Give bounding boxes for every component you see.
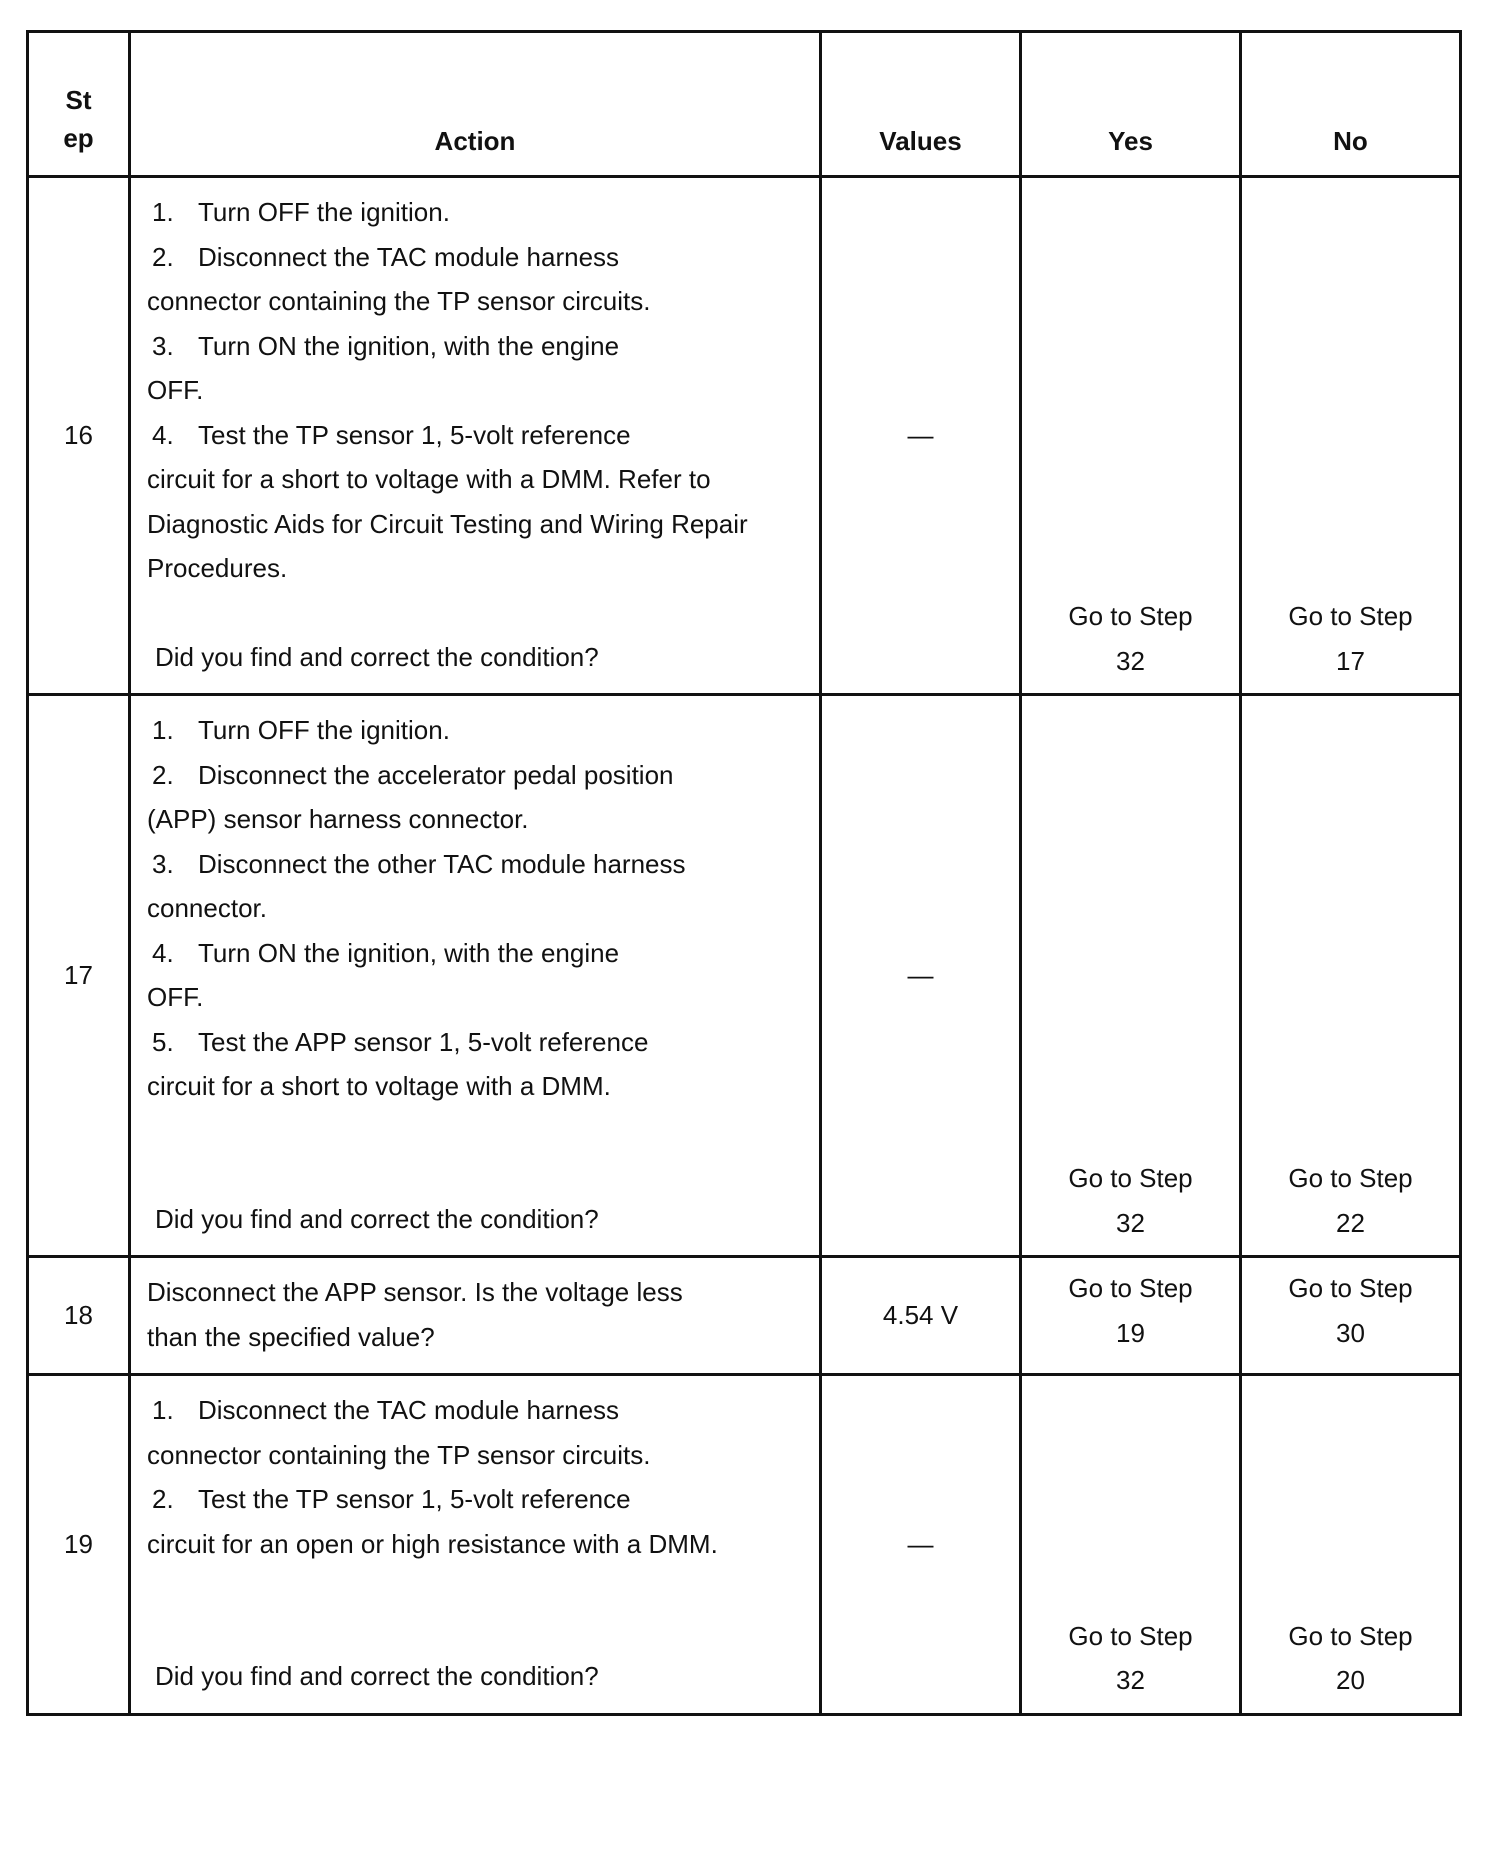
action-text: circuit for a short to voltage with a DMM. Refer to [147, 464, 711, 494]
item-number: 4. [152, 419, 174, 450]
action-cell [130, 1375, 821, 1715]
goto-step: 20 [1336, 1665, 1365, 1695]
no-cell [1241, 1257, 1461, 1375]
goto-label: Go to Step [1288, 601, 1413, 631]
action-cell [130, 177, 821, 695]
goto-label: Go to Step [1288, 1163, 1413, 1193]
step-number: 17 [28, 695, 130, 1257]
action-text: circuit for a short to voltage with a DMM. [147, 1071, 611, 1101]
action-text: Diagnostic Aids for Circuit Testing and Wiring Repair [147, 508, 748, 539]
action-line [147, 1064, 805, 1109]
yes-cell [1021, 695, 1241, 1257]
goto-label: Go to Step [1068, 1620, 1193, 1651]
item-number: 3. [152, 848, 174, 879]
action-line [147, 1270, 805, 1315]
no-cell [1241, 177, 1461, 695]
table-row [28, 1375, 1461, 1715]
item-number: 1. [152, 715, 174, 745]
action-text: Turn ON the ignition, with the engine [198, 937, 620, 968]
item-number: 3. [152, 330, 174, 361]
item-number: 4. [152, 937, 174, 968]
action-line [147, 753, 805, 798]
action-text: connector containing the TP sensor circuits. [147, 286, 651, 316]
step-number: 18 [28, 1257, 130, 1375]
action-line [147, 1020, 805, 1065]
action-text: Turn OFF the ignition. [198, 197, 450, 227]
yes-cell [1021, 1257, 1241, 1375]
action-text: (APP) sensor harness connector. [147, 804, 529, 834]
item-number: 2. [152, 1484, 174, 1514]
action-text: connector containing the TP sensor circuits. [147, 1439, 651, 1470]
action-line [147, 708, 805, 753]
action-line [147, 190, 805, 235]
step-number: 16 [28, 177, 130, 695]
action-line [147, 1477, 805, 1522]
item-number: 5. [152, 1026, 174, 1057]
action-line [147, 1388, 805, 1433]
header-step: St ep [28, 32, 130, 177]
table-row [28, 177, 1461, 695]
action-text: connector. [147, 893, 267, 923]
action-line [147, 324, 805, 369]
action-text: Disconnect the other TAC module harness [198, 848, 686, 879]
goto-step: 32 [1116, 1207, 1145, 1238]
action-text: Disconnect the APP sensor. Is the voltage less [147, 1277, 683, 1307]
goto-step: 17 [1336, 645, 1365, 676]
goto-step: 32 [1116, 645, 1145, 676]
header-action: Action [130, 32, 821, 177]
action-cell [130, 1257, 821, 1375]
action-line [147, 886, 805, 931]
goto-label: Go to Step [1068, 1163, 1193, 1193]
action-line [147, 1433, 805, 1478]
action-line [147, 975, 805, 1020]
diagnostic-table [26, 30, 1462, 1716]
goto-step: 32 [1116, 1665, 1145, 1695]
action-text: than the specified value? [147, 1321, 435, 1352]
action-line [147, 279, 805, 324]
action-text: Disconnect the TAC module harness [198, 241, 620, 272]
goto-label: Go to Step [1288, 1273, 1413, 1303]
value-cell: — [821, 177, 1021, 695]
item-number: 1. [152, 1395, 174, 1425]
question-text: Did you find and correct the condition? [155, 641, 599, 672]
goto-label: Go to Step [1068, 601, 1193, 631]
action-text: Disconnect the TAC module harness [198, 1395, 620, 1425]
table-row [28, 1257, 1461, 1375]
action-text: Turn OFF the ignition. [198, 715, 450, 745]
action-text: circuit for an open or high resistance with a DMM. [147, 1528, 718, 1559]
action-text: Procedures. [147, 553, 288, 583]
goto-step: 19 [1116, 1317, 1145, 1348]
yes-cell [1021, 177, 1241, 695]
header-row [28, 32, 1461, 177]
value-cell: 4.54 V [821, 1257, 1021, 1375]
action-cell [130, 695, 821, 1257]
action-line [147, 413, 805, 458]
item-number: 2. [152, 241, 174, 272]
action-line [147, 797, 805, 842]
action-line [147, 842, 805, 887]
header-values: Values [821, 32, 1021, 177]
action-text: Disconnect the accelerator pedal position [198, 759, 674, 790]
action-line [147, 235, 805, 280]
question-text: Did you find and correct the condition? [155, 1661, 599, 1691]
action-line [147, 546, 805, 591]
goto-label: Go to Step [1288, 1620, 1413, 1651]
goto-step: 30 [1336, 1317, 1365, 1348]
table-row [28, 695, 1461, 1257]
item-number: 2. [152, 759, 174, 790]
item-number: 1. [152, 197, 174, 227]
action-text: Turn ON the ignition, with the engine [198, 330, 620, 361]
no-cell [1241, 1375, 1461, 1715]
goto-step: 22 [1336, 1207, 1365, 1238]
yes-cell [1021, 1375, 1241, 1715]
header-yes: Yes [1021, 32, 1241, 177]
action-line [147, 1522, 805, 1567]
action-text: Test the TP sensor 1, 5-volt reference [198, 419, 631, 450]
action-line [147, 931, 805, 976]
action-line [147, 457, 805, 502]
goto-label: Go to Step [1068, 1273, 1193, 1303]
action-text: OFF. [147, 982, 204, 1012]
step-number: 19 [28, 1375, 130, 1715]
table-body [28, 177, 1461, 1715]
header-no: No [1241, 32, 1461, 177]
question-text: Did you find and correct the condition? [155, 1203, 599, 1234]
action-text: OFF. [147, 375, 204, 405]
value-cell: — [821, 1375, 1021, 1715]
action-line [147, 368, 805, 413]
value-cell: — [821, 695, 1021, 1257]
action-text: Test the APP sensor 1, 5-volt reference [198, 1026, 649, 1057]
no-cell [1241, 695, 1461, 1257]
action-line [147, 502, 805, 547]
action-line [147, 1315, 805, 1360]
action-text: Test the TP sensor 1, 5-volt reference [198, 1484, 631, 1514]
